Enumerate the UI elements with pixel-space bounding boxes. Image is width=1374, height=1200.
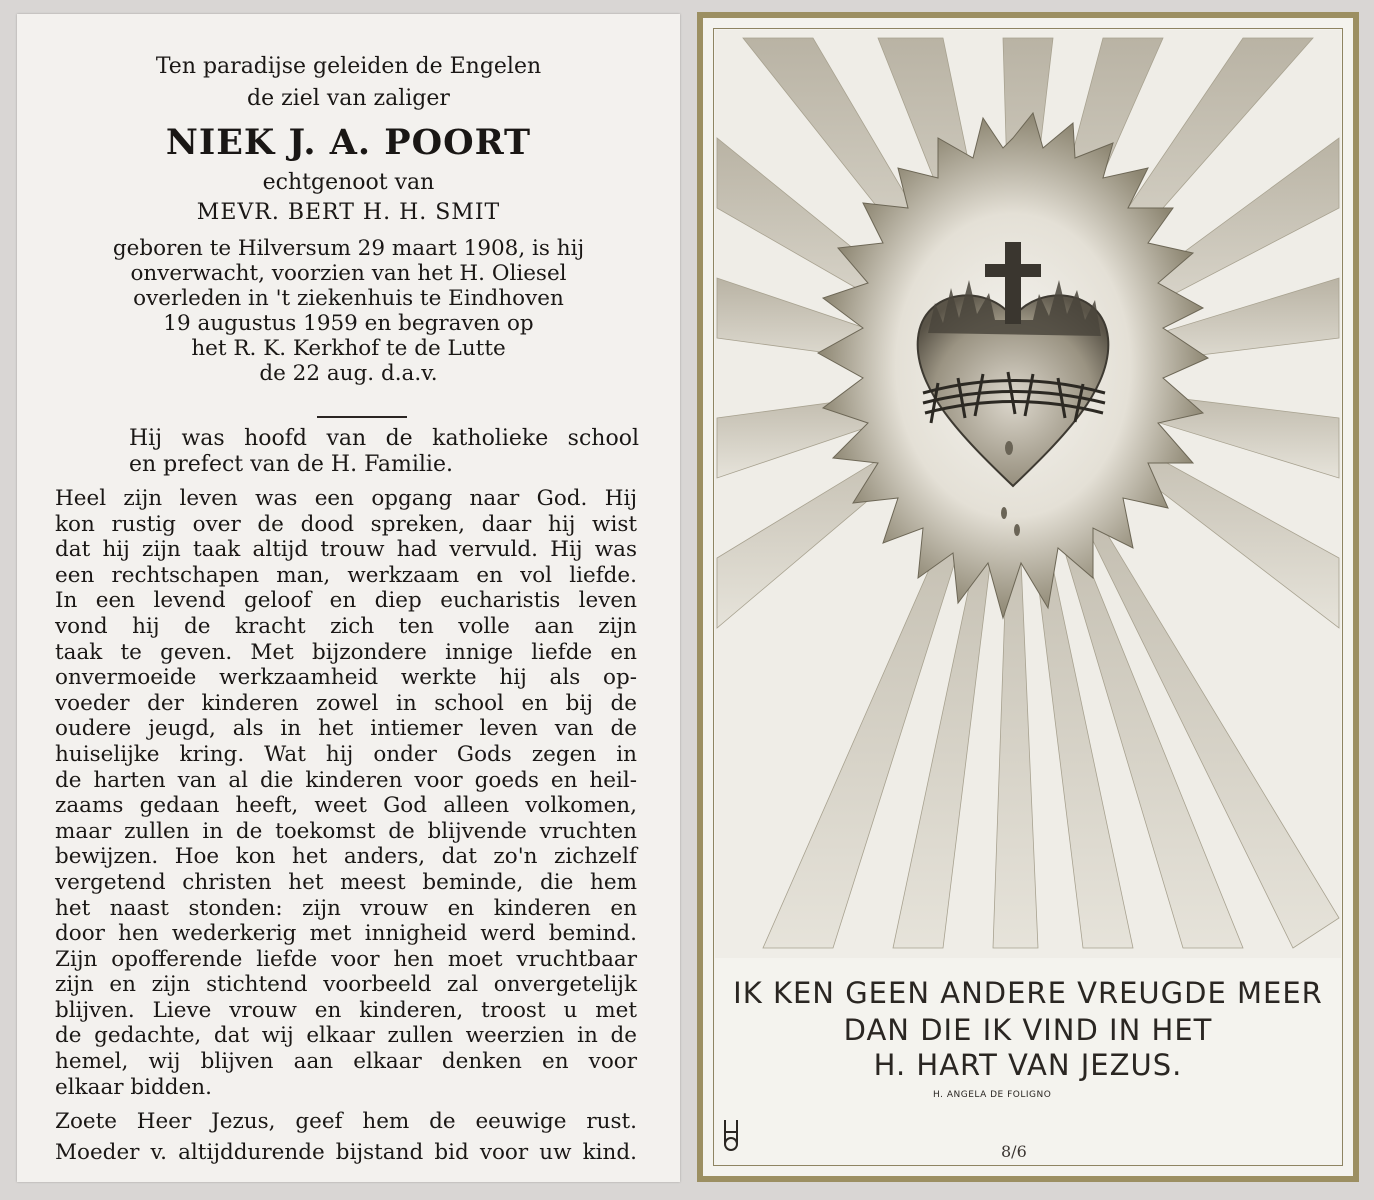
card-inner-frame — [703, 18, 1353, 1176]
spouse-name: MEVR. BERT H. H. SMIT — [196, 200, 501, 225]
role-block — [129, 426, 639, 478]
eulogy-line: hemel, wij blijven aan elkaar denken en voor — [55, 1049, 637, 1075]
role-line: en prefect van de H. Familie. — [129, 452, 453, 477]
eulogy-line: onvermoeide werkzaamheid werkte hij als op- — [55, 665, 637, 691]
card-number: 8/6 — [1001, 1142, 1027, 1161]
eulogy-line: Zijn opofferende liefde voor hen moet vruchtbaar — [55, 946, 637, 972]
prayer-block — [55, 1106, 637, 1168]
prayer-line: Zoete Heer Jezus, geef hem de eeuwige rust. — [55, 1109, 637, 1134]
eulogy-line: oudere jeugd, als in het intiemer leven van de — [55, 716, 637, 742]
eulogy-line: huiselijke kring. Wat hij onder Gods zegen in — [55, 741, 637, 767]
eulogy-line: vergetend christen het meest beminde, die hem — [55, 869, 637, 895]
eulogy-line: zijn en zijn stichtend voorbeeld zal onvergetelijk — [55, 972, 637, 998]
intro-line-2: de ziel van zaliger — [247, 86, 450, 111]
prayer-line: Moeder v. altijddurende bijstand bid voor uw kind. — [55, 1140, 637, 1165]
bio-line: onverwacht, voorzien van het H. Oliesel — [130, 261, 567, 286]
bio-line: geboren te Hilversum 29 maart 1908, is hij — [112, 236, 585, 261]
motto-line-3: H. HART VAN JEZUS. — [873, 1048, 1183, 1082]
bio-line: de 22 aug. d.a.v. — [259, 361, 438, 386]
motto-line-2: DAN DIE IK VIND IN HET — [843, 1013, 1213, 1047]
eulogy-line: bewijzen. Hoe kon het anders, dat zo'n zichzelf — [55, 844, 637, 870]
eulogy-line: vond hij de kracht zich ten volle aan zijn — [55, 613, 637, 639]
spouse-label: echtgenoot van — [262, 170, 435, 195]
biography-block — [17, 236, 680, 386]
deceased-name: NIEK J. A. POORT — [165, 122, 532, 163]
eulogy-line: blijven. Lieve vrouw en kinderen, troost u met — [55, 997, 637, 1023]
eulogy-line: door hen wederkerig met innigheid werd bemind. — [55, 921, 637, 947]
motto-line-1: IK KEN GEEN ANDERE VREUGDE MEER — [733, 976, 1323, 1010]
memorial-text-card — [17, 14, 680, 1182]
bio-line: overleden in 't ziekenhuis te Eindhoven — [133, 286, 564, 311]
eulogy-line: elkaar bidden. — [55, 1074, 212, 1100]
devotional-image-card — [697, 12, 1359, 1182]
eulogy-text — [55, 486, 637, 1100]
bio-line: 19 augustus 1959 en begraven op — [163, 311, 534, 336]
role-line: Hij was hoofd van de katholieke school — [129, 426, 639, 451]
eulogy-line: Heel zijn leven was een opgang naar God. Hij — [55, 486, 637, 511]
eulogy-line: voeder der kinderen zowel in school en bij de — [55, 690, 637, 716]
eulogy-line: het naast stonden: zijn vrouw en kinderen en — [55, 895, 637, 921]
intro-line-1: Ten paradijse geleiden de Engelen — [155, 54, 542, 79]
eulogy-line: dat hij zijn taak altijd trouw had vervuld. Hij was — [55, 537, 637, 563]
eulogy-line: zaams gedaan heeft, weet God alleen volkomen, — [55, 793, 637, 819]
eulogy-line: de harten van al die kinderen voor goeds en heil- — [55, 767, 637, 793]
bio-line: het R. K. Kerkhof te de Lutte — [191, 336, 506, 361]
eulogy-line: In een levend geloof en diep eucharistis leven — [55, 588, 637, 614]
eulogy-line: een rechtschapen man, werkzaam en vol liefde. — [55, 562, 637, 588]
eulogy-line: kon rustig over de dood spreken, daar hij wist — [55, 511, 637, 537]
eulogy-line: maar zullen in de toekomst de blijvende vruchten — [55, 818, 637, 844]
artist-monogram-icon — [720, 1118, 742, 1152]
quote-attribution: H. ANGELA DE FOLIGNO — [933, 1090, 1052, 1100]
divider-rule — [317, 416, 407, 418]
eulogy-line: taak te geven. Met bijzondere innige liefde en — [55, 639, 637, 665]
eulogy-line: de gedachte, dat wij elkaar zullen weerzien in de — [55, 1023, 637, 1049]
